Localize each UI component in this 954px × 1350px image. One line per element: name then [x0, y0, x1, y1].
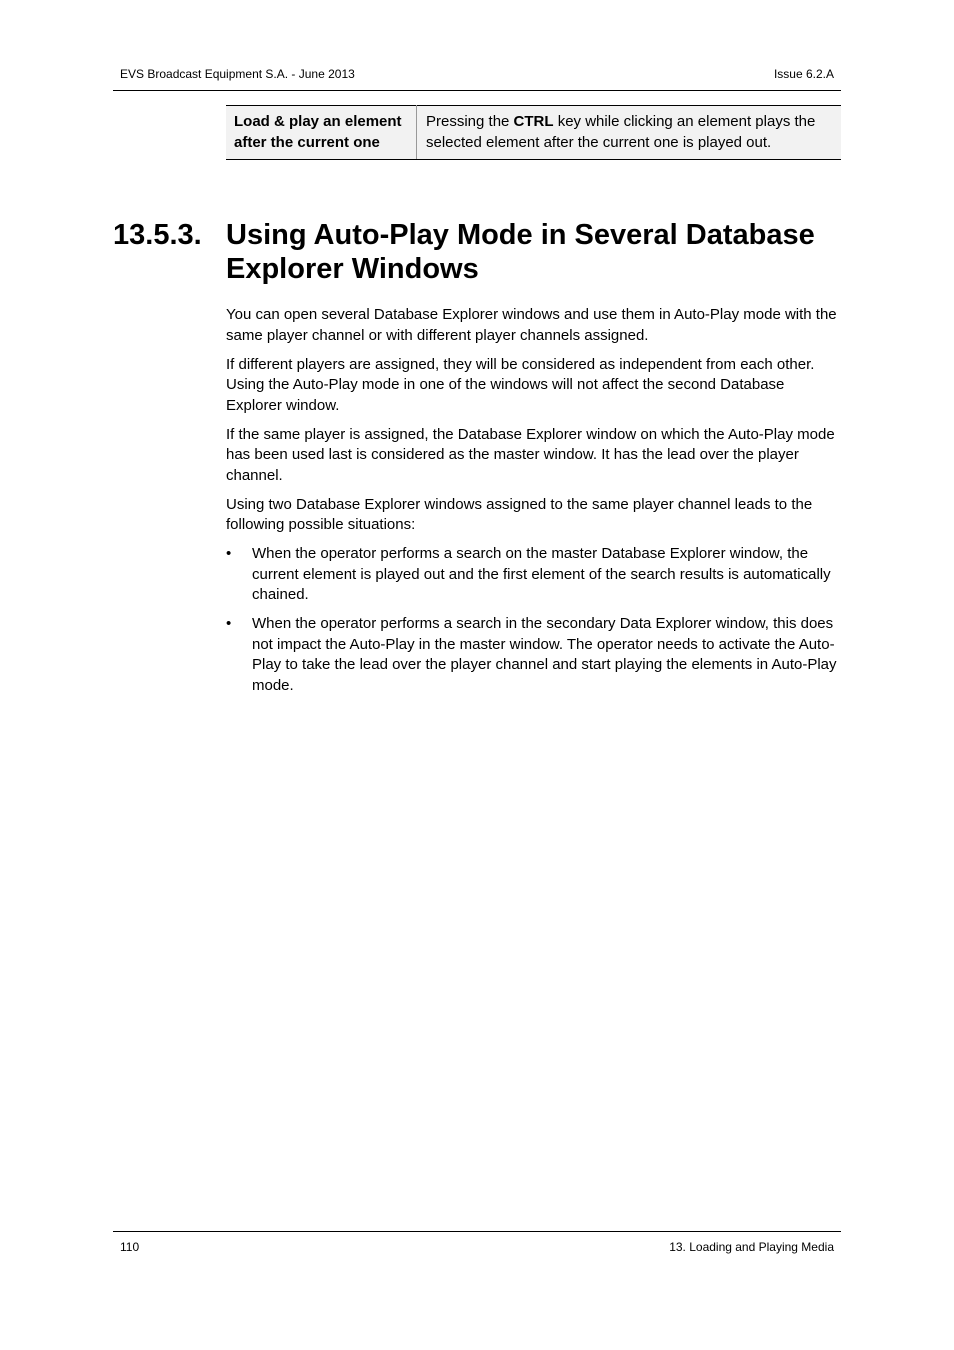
page-number: 110 [120, 1240, 140, 1254]
footer-chapter-title: 13. Loading and Playing Media [669, 1240, 834, 1254]
bullet-icon: • [226, 545, 232, 562]
page-header [113, 64, 841, 91]
desc-key-name: CTRL [513, 113, 554, 130]
bullet-icon: • [226, 615, 232, 632]
page-footer [113, 1231, 841, 1258]
command-table [226, 105, 841, 160]
header-issue: Issue 6.2.A [773, 67, 834, 81]
section-title: Using Auto-Play Mode in Several Database Explorer Windows [226, 219, 815, 285]
paragraph: If different players are assigned, they will be considered as independent from each other. Using the Auto-Play mode in one of the windows will not affect the second Database Explorer window. [226, 355, 815, 414]
list-item [226, 544, 841, 606]
list-item-text: When the operator performs a search in the secondary Data Explorer window, this does not impact the Auto-Play in the master window. The operator needs to activate the Auto-Play to take the lead over the player channel and start playing the elements in Auto-Play mode. [252, 615, 837, 694]
section-body [226, 305, 841, 705]
desc-text-before: Pressing the [426, 113, 514, 130]
situation-list [226, 544, 841, 696]
paragraph: If the same player is assigned, the Database Explorer window on which the Auto-Play mode has been used last is considered as the master window. It has the lead over the player channel. [226, 425, 835, 484]
desc-text-after: key while clicking an element plays the selected element after the current one is played out. [426, 113, 816, 151]
list-item-text: When the operator performs a search on the master Database Explorer window, the current element is played out and the first element of the search results is automatically chained. [252, 545, 831, 603]
list-item [226, 614, 841, 696]
table-row [226, 106, 841, 160]
section-number: 13.5.3. [113, 219, 202, 251]
table-description-cell [417, 106, 842, 160]
paragraph: Using two Database Explorer windows assigned to the same player channel leads to the following possible situations: [226, 495, 813, 533]
table-term-cell: Load & play an element after the current one [226, 106, 417, 160]
header-publisher-date: EVS Broadcast Equipment S.A. - June 2013 [120, 67, 355, 81]
paragraph: You can open several Database Explorer windows and use them in Auto-Play mode with the same player channel or with different player channels assigned. [226, 306, 837, 344]
